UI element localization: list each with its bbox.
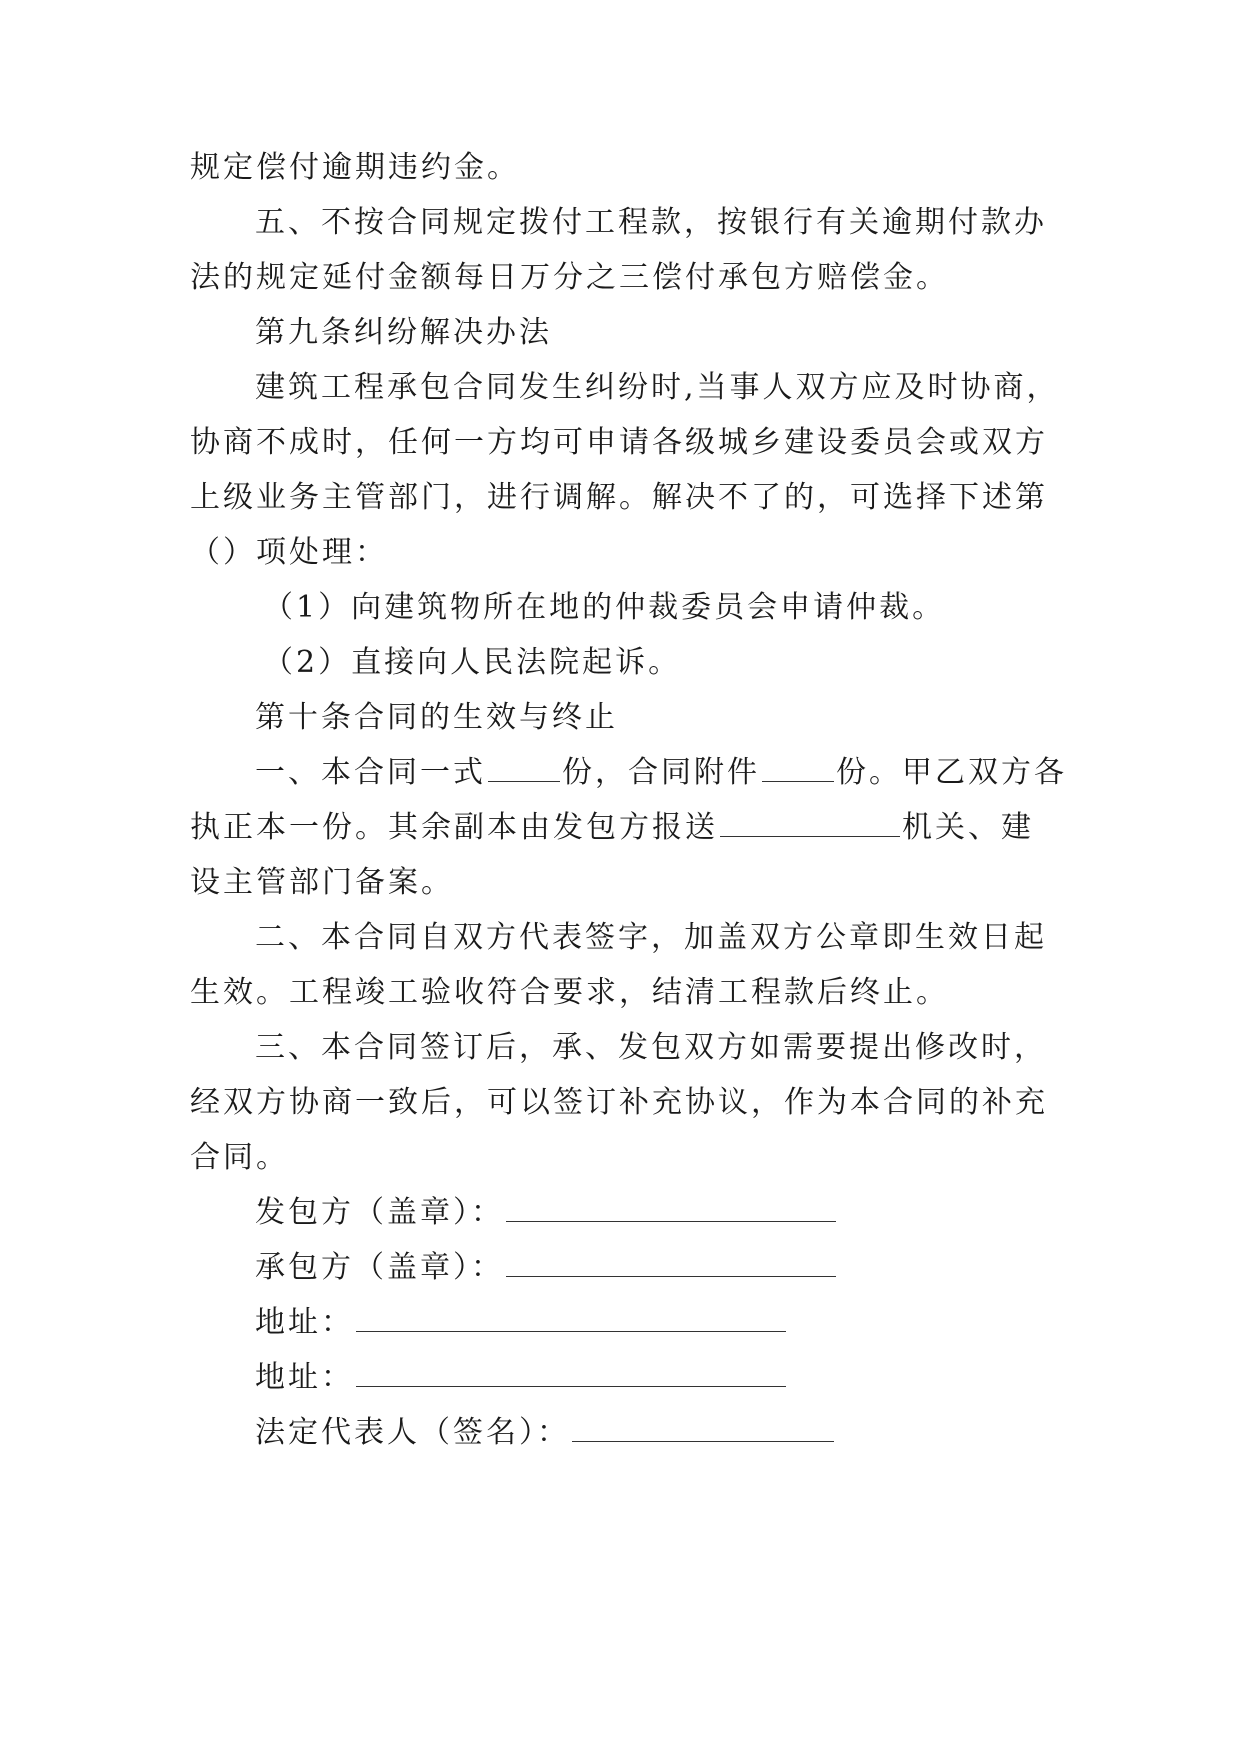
address-blank (356, 1303, 786, 1332)
copies-line (255, 753, 1067, 793)
text-line: 规定偿付逾期违约金。 (190, 150, 520, 185)
legal-representative-field (255, 1413, 836, 1453)
address-label: 地址： (255, 1360, 354, 1395)
copies-text-before: 一、本合同一式 (255, 755, 486, 790)
filing-text-after: 机关、建 (902, 810, 1034, 845)
signature-field-contractor-issuer (255, 1193, 838, 1233)
legal-representative-blank (572, 1413, 834, 1442)
copies-text-after: 份。甲乙双方各 (836, 755, 1067, 790)
text-line: 二、本合同自双方代表签字，加盖双方公章即生效日起 (255, 920, 1047, 955)
text-line: 建筑工程承包合同发生纠纷时,当事人双方应及时协商， (255, 370, 1060, 405)
text-line: 协商不成时，任何一方均可申请各级城乡建设委员会或双方 (190, 425, 1048, 460)
signature-field-label: 承包方（盖章）： (255, 1250, 504, 1285)
text-line: 生效。工程竣工验收符合要求，结清工程款后终止。 (190, 975, 949, 1010)
address-blank (356, 1358, 786, 1387)
copies-text-middle: 份，合同附件 (562, 755, 760, 790)
text-line: 五、不按合同规定拨付工程款，按银行有关逾期付款办 (255, 205, 1047, 240)
attachment-count-blank (762, 753, 834, 782)
filing-text-before: 执正本一份。其余副本由发包方报送 (190, 810, 718, 845)
text-line: （）项处理： (190, 535, 388, 570)
signature-blank (506, 1248, 836, 1277)
text-line: 法的规定延付金额每日万分之三偿付承包方赔偿金。 (190, 260, 949, 295)
text-line: 经双方协商一致后，可以签订补充协议，作为本合同的补充 (190, 1085, 1048, 1120)
filing-line (190, 808, 1034, 848)
list-item: （1）向建筑物所在地的仲裁委员会申请仲裁。 (263, 590, 946, 625)
list-item: （2）直接向人民法院起诉。 (263, 645, 682, 680)
text-line: 合同。 (190, 1140, 289, 1175)
section-heading: 第九条纠纷解决办法 (255, 315, 552, 350)
text-line: 设主管部门备案。 (190, 865, 454, 900)
filing-authority-blank (720, 808, 900, 837)
legal-representative-label: 法定代表人（签名）： (255, 1415, 570, 1450)
address-label: 地址： (255, 1305, 354, 1340)
address-field-2 (255, 1358, 788, 1398)
section-heading: 第十条合同的生效与终止 (255, 700, 618, 735)
text-line: 三、本合同签订后，承、发包双方如需要提出修改时， (255, 1030, 1047, 1065)
signature-field-label: 发包方（盖章）： (255, 1195, 504, 1230)
copies-count-blank (488, 753, 560, 782)
signature-blank (506, 1193, 836, 1222)
text-line: 上级业务主管部门，进行调解。解决不了的，可选择下述第 (190, 480, 1048, 515)
signature-field-contractor (255, 1248, 838, 1288)
address-field-1 (255, 1303, 788, 1343)
